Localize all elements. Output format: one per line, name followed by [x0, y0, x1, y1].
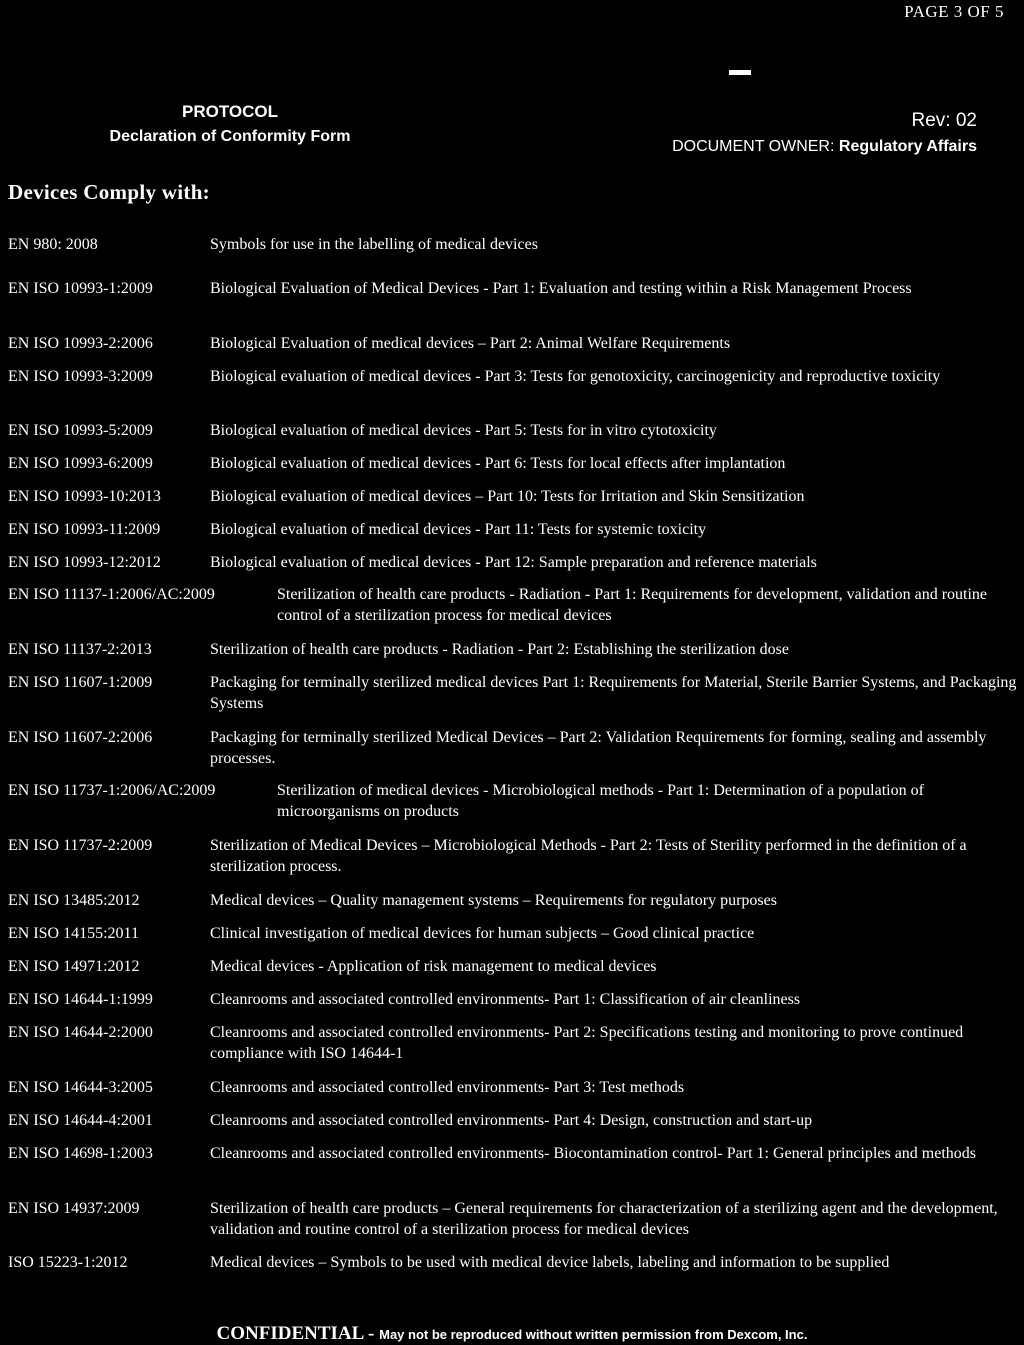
standard-description: Sterilization of Medical Devices – Microbiological Methods - Part 2: Tests of Sterility performed in the definition of a sterilization process.	[210, 837, 967, 875]
document-header-right	[672, 108, 977, 160]
confidential-footer	[0, 1323, 1024, 1345]
standard-code: ISO 15223-1:2012	[8, 1254, 128, 1271]
standard-description: Sterilization of health care products - Radiation - Part 1: Requirements for development, validation and routine control of a sterilization process for medical devices	[277, 586, 988, 624]
protocol-label: PROTOCOL	[181, 102, 279, 121]
section-title: Devices Comply with:	[8, 180, 210, 204]
standard-description: Biological evaluation of medical devices - Part 3: Tests for genotoxicity, carcinogenicity and reproductive toxicity	[210, 368, 941, 385]
standard-code: EN ISO 14155:2011	[8, 925, 139, 942]
standard-code: EN ISO 14644-4:2001	[8, 1112, 153, 1129]
standard-code: EN ISO 10993-3:2009	[8, 368, 153, 385]
revision-label: Rev: 02	[911, 110, 977, 131]
standard-description: Medical devices – Symbols to be used with medical device labels, labeling and information to be supplied	[210, 1254, 890, 1271]
header-dash-mark	[729, 70, 751, 75]
standard-code: EN 980: 2008	[8, 236, 98, 253]
standard-code: EN ISO 14644-2:2000	[8, 1024, 153, 1041]
standard-code: EN ISO 13485:2012	[8, 892, 140, 909]
standard-code: EN ISO 14698-1:2003	[8, 1145, 153, 1162]
standard-code: EN ISO 11737-2:2009	[8, 837, 153, 854]
standard-code: EN ISO 11137-2:2013	[8, 641, 152, 658]
standard-description: Biological evaluation of medical devices - Part 5: Tests for in vitro cytotoxicity	[210, 422, 717, 439]
standard-code: EN ISO 10993-10:2013	[8, 488, 161, 505]
footer-separator: -	[363, 1323, 380, 1344]
standard-description: Biological Evaluation of medical devices – Part 2: Animal Welfare Requirements	[210, 335, 731, 352]
standard-description: Cleanrooms and associated controlled environments- Part 3: Test methods	[210, 1079, 685, 1096]
confidential-label: CONFIDENTIAL	[216, 1323, 364, 1344]
standard-description: Sterilization of health care products - Radiation - Part 2: Establishing the sterilization dose	[210, 641, 789, 658]
standard-description: Biological evaluation of medical devices - Part 11: Tests for systemic toxicity	[210, 521, 707, 538]
standard-description: Clinical investigation of medical devices for human subjects – Good clinical practice	[210, 925, 755, 942]
standard-description: Biological evaluation of medical devices - Part 12: Sample preparation and reference materials	[210, 554, 817, 571]
standard-code: EN ISO 14644-3:2005	[8, 1079, 153, 1096]
standard-description: Packaging for terminally sterilized Medical Devices – Part 2: Validation Requirements for forming, sealing and assembly processes.	[210, 729, 987, 767]
standard-code: EN ISO 10993-1:2009	[8, 280, 153, 297]
standard-code: EN ISO 10993-6:2009	[8, 455, 153, 472]
standard-code: EN ISO 10993-5:2009	[8, 422, 153, 439]
standard-description: Cleanrooms and associated controlled environments- Part 4: Design, construction and start-up	[210, 1112, 813, 1129]
standard-description: Packaging for terminally sterilized medical devices Part 1: Requirements for Material, Sterile Barrier Systems, and Packaging Systems	[210, 674, 1017, 712]
standard-description: Cleanrooms and associated controlled environments- Part 1: Classification of air cleanliness	[210, 991, 801, 1008]
standard-code: EN ISO 10993-12:2012	[8, 554, 161, 571]
standard-code: EN ISO 10993-2:2006	[8, 335, 153, 352]
form-title: Declaration of Conformity Form	[109, 128, 351, 145]
standard-code: EN ISO 14937:2009	[8, 1200, 140, 1217]
standard-code: EN ISO 14644-1:1999	[8, 991, 153, 1008]
standard-code: EN ISO 14971:2012	[8, 958, 140, 975]
standard-code: EN ISO 10993-11:2009	[8, 521, 161, 538]
document-owner-label: DOCUMENT OWNER:	[672, 138, 835, 155]
standard-description: Cleanrooms and associated controlled environments- Biocontamination control- Part 1: General principles and methods	[210, 1145, 977, 1162]
standard-description: Medical devices – Quality management systems – Requirements for regulatory purposes	[210, 892, 777, 909]
page-number-label: PAGE 3 OF 5	[904, 2, 1004, 21]
standard-description: Medical devices - Application of risk management to medical devices	[210, 958, 657, 975]
standard-description: Cleanrooms and associated controlled environments- Part 2: Specifications testing and monitoring to prove continued compliance with ISO 14644-1	[210, 1024, 964, 1062]
document-header-left	[60, 100, 400, 150]
standard-code: EN ISO 11737-1:2006/AC:2009	[8, 782, 216, 799]
document-owner	[672, 134, 977, 160]
standard-description: Symbols for use in the labelling of medical devices	[210, 236, 538, 253]
standard-description: Biological evaluation of medical devices – Part 10: Tests for Irritation and Skin Sensitization	[210, 488, 805, 505]
standard-description: Sterilization of medical devices - Microbiological methods - Part 1: Determination of a population of microorganisms on products	[277, 782, 924, 820]
document-owner-value: Regulatory Affairs	[838, 138, 977, 155]
standard-description: Sterilization of health care products – General requirements for characterization of a sterilizing agent and the development, validation and routine control of a sterilization process for medical devices	[210, 1200, 998, 1238]
reproduction-notice: May not be reproduced without written permission from Dexcom, Inc.	[379, 1327, 808, 1342]
standard-code: EN ISO 11607-1:2009	[8, 674, 153, 691]
standard-code: EN ISO 11607-2:2006	[8, 729, 153, 746]
standard-description: Biological Evaluation of Medical Devices - Part 1: Evaluation and testing within a Risk Management Process	[210, 280, 912, 297]
standard-code: EN ISO 11137-1:2006/AC:2009	[8, 586, 215, 603]
standard-description: Biological evaluation of medical devices - Part 6: Tests for local effects after implantation	[210, 455, 786, 472]
